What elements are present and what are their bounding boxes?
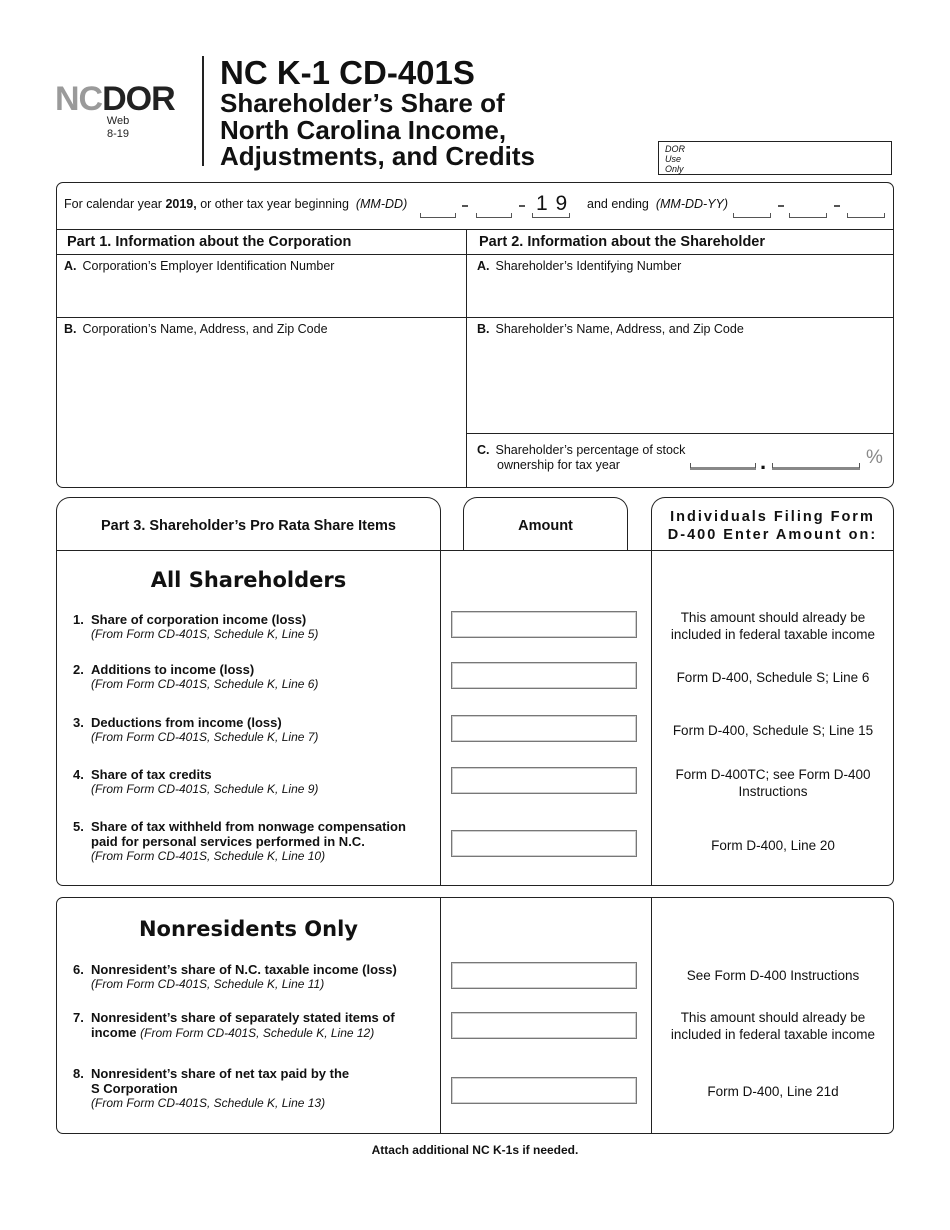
amount-header: Amount: [518, 518, 573, 534]
amount-input-5[interactable]: [451, 830, 637, 857]
where-text: Form D-400, Line 21d: [707, 1084, 839, 1099]
part2-header: Part 2. Information about the Shareholder: [479, 234, 766, 250]
divider: [57, 317, 893, 318]
tax-year-row: [64, 197, 407, 211]
corp-ein-input[interactable]: [58, 275, 465, 315]
footer-note: Attach additional NC K-1s if needed.: [371, 1143, 579, 1157]
date-separator: [519, 205, 525, 207]
where-text: Instructions: [738, 784, 808, 799]
amount-input-2[interactable]: [451, 662, 637, 689]
where-to-enter-2: [652, 669, 894, 686]
individuals-header-line: Individuals Filing Form: [670, 509, 875, 525]
dor-use-only-box: [658, 141, 892, 175]
where-to-enter-3: [652, 722, 894, 739]
begin-day-field[interactable]: [476, 203, 512, 218]
begin-year-prefilled: 1 9: [536, 192, 569, 215]
label-letter: B.: [477, 322, 490, 336]
where-to-enter-7: [652, 1009, 894, 1043]
line-text: Nonresident’s share of separately stated items of: [91, 1010, 395, 1025]
end-date-format: (MM-DD-YY): [655, 197, 729, 211]
ownership-percent-decimal[interactable]: [772, 455, 860, 470]
corp-name-address-input[interactable]: [58, 338, 465, 484]
individuals-header-line: D-400 Enter Amount on:: [667, 527, 878, 543]
column-divider: [440, 550, 441, 885]
line-number: 3.: [73, 715, 84, 730]
shareholder-name-label: [477, 322, 744, 336]
line-source: (From Form CD-401S, Schedule K, Line 12): [140, 1026, 375, 1040]
begin-date-format: (MM-DD): [355, 197, 408, 211]
where-text: included in federal taxable income: [670, 1027, 876, 1042]
where-text: Form D-400, Line 20: [711, 838, 835, 853]
dor-use-text: DOR: [665, 144, 685, 154]
line-number: 5.: [73, 819, 84, 834]
divider: [467, 433, 893, 434]
where-text: This amount should already be: [680, 1010, 866, 1025]
where-to-enter-5: [652, 837, 894, 854]
ownership-percent-whole[interactable]: [690, 455, 756, 470]
nonresidents-title: Nonresidents Only: [138, 917, 358, 941]
header-divider: [202, 56, 204, 166]
subtitle-line-2: North Carolina Income,: [220, 114, 507, 145]
label-text: Shareholder’s percentage of stock: [495, 443, 686, 457]
label-letter: C.: [477, 443, 490, 457]
where-to-enter-8: [652, 1083, 894, 1100]
logo-dor: DOR: [102, 80, 175, 118]
line-item-3: [73, 715, 433, 745]
end-month-field[interactable]: [733, 203, 771, 218]
line-number: 2.: [73, 662, 84, 677]
corp-name-label: [64, 322, 328, 336]
logo-nc: NC: [55, 80, 103, 118]
line-text: Deductions from income (loss): [91, 715, 282, 730]
end-day-field[interactable]: [789, 203, 827, 218]
line-item-5: [73, 819, 438, 864]
line-item-4: [73, 767, 433, 797]
amount-input-6[interactable]: [451, 962, 637, 989]
begin-month-field[interactable]: [420, 203, 456, 218]
form-subtitle: [220, 90, 535, 170]
where-to-enter-4: [652, 766, 894, 800]
shareholder-id-input[interactable]: [468, 275, 892, 315]
amount-input-4[interactable]: [451, 767, 637, 794]
where-text: Form D-400, Schedule S; Line 6: [676, 670, 870, 685]
line-number: 7.: [73, 1010, 84, 1025]
individuals-header: [651, 508, 894, 544]
label-text: Corporation’s Name, Address, and Zip Code: [82, 322, 328, 336]
shareholder-name-address-input[interactable]: [468, 338, 892, 431]
subtitle-line-1: Shareholder’s Share of: [220, 88, 505, 118]
where-text: included in federal taxable income: [670, 627, 876, 642]
line-text: Share of corporation income (loss): [91, 612, 307, 627]
line-number: 4.: [73, 767, 84, 782]
where-text: See Form D-400 Instructions: [686, 968, 860, 983]
form-title: NC K-1 CD-401S: [220, 54, 475, 91]
subtitle-line-3: Adjustments, and Credits: [220, 141, 535, 171]
label-text: Shareholder’s Name, Address, and Zip Code: [495, 322, 744, 336]
decimal-point: .: [760, 449, 767, 474]
label-text: Corporation’s Employer Identification Number: [82, 259, 335, 273]
divider: [57, 229, 893, 230]
column-divider: [651, 550, 652, 885]
ending-label: [587, 197, 728, 211]
line-text: paid for personal services performed in N.C.: [91, 834, 365, 849]
amount-input-7[interactable]: [451, 1012, 637, 1039]
ownership-percent-label: [477, 443, 685, 473]
where-text: Form D-400, Schedule S; Line 15: [672, 723, 874, 738]
amount-input-8[interactable]: [451, 1077, 637, 1104]
part3-header: Part 3. Shareholder’s Pro Rata Share Items: [101, 518, 396, 534]
line-text: Share of tax credits: [91, 767, 212, 782]
end-year-field[interactable]: [847, 203, 885, 218]
line-source: (From Form CD-401S, Schedule K, Line 11): [91, 977, 325, 991]
divider: [440, 550, 464, 551]
tax-year-prefix: For calendar year: [64, 197, 166, 211]
line-item-7: [73, 1010, 438, 1041]
line-item-8: [73, 1066, 438, 1111]
dor-use-text: Use: [665, 154, 682, 164]
line-text: income: [91, 1025, 137, 1040]
amount-input-3[interactable]: [451, 715, 637, 742]
tax-year-mid: or other tax year beginning: [196, 197, 349, 211]
line-text: Nonresident’s share of net tax paid by the: [91, 1066, 350, 1081]
logo-version: 8-19: [106, 128, 130, 140]
label-text: Shareholder’s Identifying Number: [495, 259, 682, 273]
where-text: Form D-400TC; see Form D-400: [675, 767, 871, 782]
line-item-2: [73, 662, 433, 692]
line-text: Additions to income (loss): [91, 662, 255, 677]
all-shareholders-title: All Shareholders: [150, 568, 347, 592]
date-separator: [834, 205, 840, 207]
line-source: (From Form CD-401S, Schedule K, Line 6): [91, 677, 319, 691]
ncdor-logo: [55, 82, 175, 116]
where-to-enter-1: [652, 609, 894, 643]
line-source: (From Form CD-401S, Schedule K, Line 5): [91, 627, 319, 641]
line-item-1: [73, 612, 433, 642]
label-letter: A.: [477, 259, 490, 273]
where-to-enter-6: [652, 967, 894, 984]
divider: [627, 550, 652, 551]
shareholder-id-label: [477, 259, 681, 273]
label-letter: A.: [64, 259, 77, 273]
line-source: (From Form CD-401S, Schedule K, Line 7): [91, 730, 319, 744]
date-separator: [462, 205, 468, 207]
line-number: 6.: [73, 962, 84, 977]
dor-use-text: Only: [665, 164, 684, 174]
tax-year-value: 2019,: [165, 197, 197, 211]
line-number: 1.: [73, 612, 84, 627]
line-source: (From Form CD-401S, Schedule K, Line 9): [91, 782, 319, 796]
line-text: S Corporation: [91, 1081, 178, 1096]
divider: [57, 254, 893, 255]
label-letter: B.: [64, 322, 77, 336]
form-version: [98, 115, 138, 141]
where-text: This amount should already be: [680, 610, 866, 625]
date-separator: [778, 205, 784, 207]
line-source: (From Form CD-401S, Schedule K, Line 13): [91, 1096, 326, 1110]
logo-web: Web: [106, 115, 130, 127]
corp-ein-label: [64, 259, 334, 273]
line-item-6: [73, 962, 438, 992]
ending-label-text: and ending: [587, 197, 649, 211]
line-text: Share of tax withheld from nonwage compensation: [91, 819, 406, 834]
line-source: (From Form CD-401S, Schedule K, Line 10): [91, 849, 326, 863]
amount-input-1[interactable]: [451, 611, 637, 638]
label-text: ownership for tax year: [497, 458, 620, 472]
line-text: Nonresident’s share of N.C. taxable income (loss): [91, 962, 397, 977]
part1-header: Part 1. Information about the Corporation: [67, 234, 352, 250]
line-number: 8.: [73, 1066, 84, 1081]
percent-sign: %: [866, 447, 883, 468]
